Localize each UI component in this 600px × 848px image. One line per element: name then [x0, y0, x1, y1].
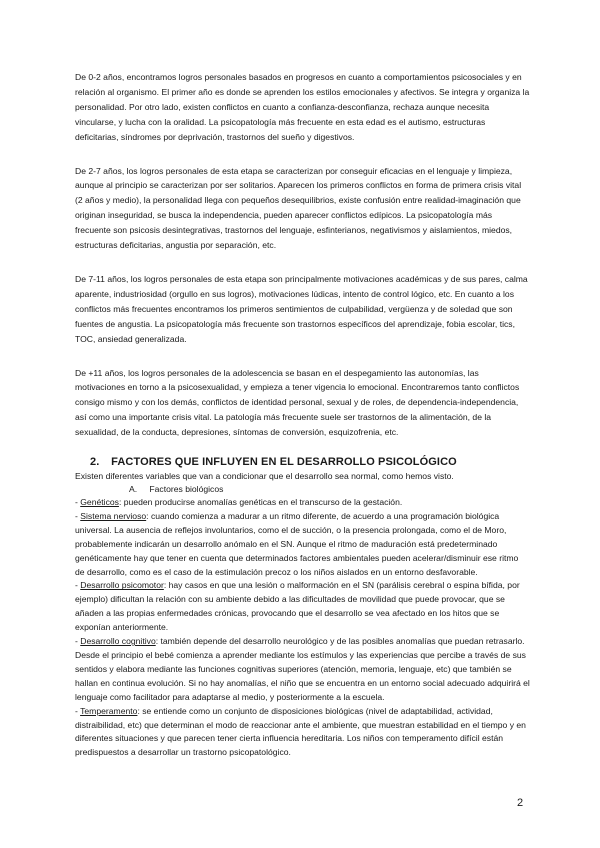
subsection-letter: A.: [129, 484, 138, 495]
page-number: 2: [517, 797, 524, 809]
item-term: Temperamento: [80, 705, 138, 716]
page-content: [75, 70, 530, 760]
item-desarrollo-cognitivo: [75, 635, 530, 705]
section-intro: Existen diferentes variables que van a condicionar que el desarrollo sea normal, como hemos visto.: [75, 471, 454, 482]
item-geneticos: [75, 496, 530, 510]
item-dash: -: [75, 705, 81, 716]
item-sistema-nervioso: [75, 510, 530, 580]
item-dash: -: [75, 497, 81, 508]
section-number: 2.: [90, 456, 100, 469]
item-desarrollo-psicomotor: [75, 579, 530, 635]
item-text: : cuando comienza a madurar a un ritmo diferente, de acuerdo a una programación biológica universal. La ausencia de reflejos involuntarios, como el de succión, o la presencia prolongada, como el de Moro, probablemente indicarán un desarrollo anómalo en el SN. Aunque el ritmo de maduración está predeterminado genéticamente hay que tener en cuenta que determinados factores ambientales pueden acelerar/disminuir ese ritmo de desarrollo, como es el caso de la estimulación precoz o los niños aislados en un entorno desfavorable.: [75, 510, 519, 577]
item-text: : se entiende como un conjunto de disposiciones biológicas (nivel de adaptabilidad, actividad, distraibilidad, etc) que determinan el modo de reaccionar ante el ambiente, que muestran estabilidad en el tiempo y en diferentes situaciones y que parecen tener cierta influencia hereditaria. Los niños con temperamento difícil están predispuestos a desarrollar un trastorno psicopatológico.: [75, 705, 526, 758]
paragraph-11-plus-years: De +11 años, los logros personales de la adolescencia se basan en el despegamiento las autonomías, las motivaciones en torno a la psicosexualidad, y empieza a tener vigencia lo emocional. Encontraremos tanto conflictos consigo mismo y con los demás, conflictos de identidad personal, sexual y de roles, de dependencia-independencia, así como una importante crisis vital. La patología más frecuente suele ser trastornos de la alimentación, de la sexualidad, de la conducta, depresiones, síntomas de conversión, esquizofrenia, etc.: [75, 367, 520, 438]
item-dash: -: [75, 580, 81, 591]
subsection-heading: [129, 483, 530, 496]
paragraph-2-7-years: De 2-7 años, los logros personales de esta etapa se caracterizan por conseguir eficacias en el lenguaje y limpieza, aunque al principio se caracterizan por ser solitarios. Aparecen los primeros conflictos en forma de primera crisis vital (2 años y medio), la personalidad llega con pequeños desequilibrios, existe confusión entre realidad-imaginación que originan inseguridad, se busca la independencia, pueden aparecer conflictos edípicos. La psicopatología más frecuente son psicosis desintegrativas, trastornos del lenguaje, esfinterianos, negativismos y aislamientos, miedos, estructuras deficitarias, angustia por separación, etc.: [75, 165, 522, 251]
item-text: : hay casos en que una lesión o malformación en el SN (parálisis cerebral o espina bífida, por ejemplo) dificultan la relación con su ambiente debido a las dificultades de movilidad que puede provocar, que se añaden a las propias enfermedades crónicas, provocando que el desarrollo se vea afectado en los hitos que se exponían anteriormente.: [75, 580, 520, 633]
paragraph-7-11-years: De 7-11 años, los logros personales de esta etapa son principalmente motivaciones académicas y de sus pares, calma aparente, industriosidad (orgullo en sus logros), motivaciones lúdicas, intento de control lógico, etc. En cuanto a los conflictos más frecuentes encontramos los primeros sentimientos de culpabilidad, vergüenza y de soledad que son fuentes de angustia. La psicopatología más frecuente son trastornos específicos del aprendizaje, fobia escolar, tics, TOC, ansiedad generalizada.: [75, 273, 528, 344]
item-text: : también depende del desarrollo neurológico y de las posibles anomalías que puedan retrasarlo. Desde el principio el bebé comienza a aprender mediante los estímulos y las experiencias que percibe a través de sus sentidos y elabora mediante las funciones cognitivas superiores (atención, memoria, lenguaje, etc) que también se hallan en continua evolución. Si no hay anomalías, el niño que se encuentra en un entorno social adecuado adquirirá el lenguaje como facilitador para adaptarse al medio, y posteriormente a la escuela.: [75, 636, 530, 702]
item-term: Sistema nervioso: [80, 510, 147, 521]
section-heading: [90, 455, 530, 469]
paragraph-0-2-years: De 0-2 años, encontramos logros personales basados en progresos en cuanto a comportamientos psicosociales y en relación al organismo. El primer año es donde se aprenden los estilos emocionales y afectivos. Se integra y organiza la personalidad. Por otro lado, existen conflictos en cuanto a confianza-desconfianza, rechaza aunque necesita vincularse, y lucha con la oralidad. La psicopatología más frecuente en esta edad es el autismo, estructuras deficitarias, síndromes por deprivación, trastornos del sueño y digestivos.: [75, 72, 530, 142]
item-dash: -: [75, 636, 81, 647]
item-term: Genéticos: [80, 497, 119, 508]
section-title: FACTORES QUE INFLUYEN EN EL DESARROLLO PSICOLÓGICO: [111, 456, 457, 469]
subsection-title: Factores biológicos: [149, 484, 224, 495]
item-term: Desarrollo psicomotor: [80, 580, 164, 591]
item-text: : pueden producirse anomalías genéticas en el transcurso de la gestación.: [118, 497, 403, 508]
item-dash: -: [75, 510, 81, 521]
item-temperamento: [75, 705, 530, 761]
item-term: Desarrollo cognitivo: [80, 636, 156, 647]
